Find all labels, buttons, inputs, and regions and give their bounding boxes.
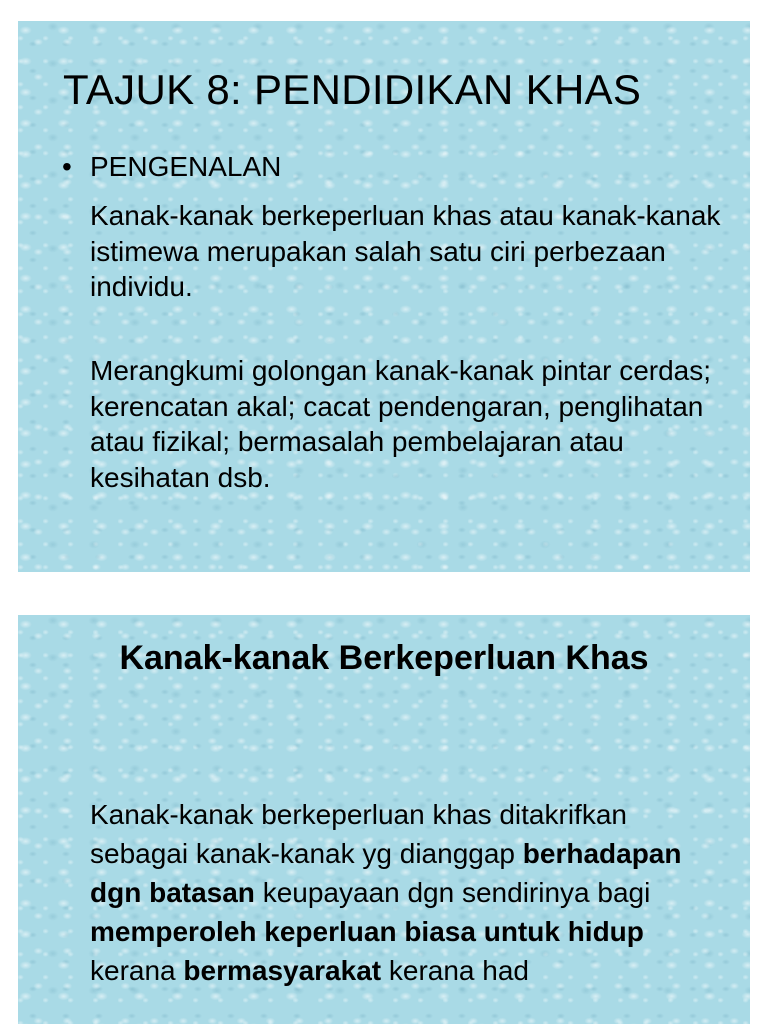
scope-paragraph: Merangkumi golongan kanak-kanak pintar cerdas; kerencatan akal; cacat pendengaran, penglihatan atau fizikal; bermasalah pembelajaran atau kesihatan dsb. xyxy=(90,355,712,493)
intro-paragraph: Kanak-kanak berkeperluan khas atau kanak-kanak istimewa merupakan salah satu ciri perbezaan individu. xyxy=(90,200,721,302)
slide-definition xyxy=(18,615,750,1024)
definition-text: keupayaan dgn sendirinya bagi xyxy=(254,877,651,908)
bullet-item xyxy=(62,151,281,183)
definition-emphasis: memperoleh keperluan biasa untuk hidup xyxy=(90,916,644,947)
slide-title: TAJUK 8: PENDIDIKAN KHAS xyxy=(63,66,642,113)
definition-paragraph xyxy=(90,795,730,990)
slide-title: Kanak-kanak Berkeperluan Khas xyxy=(119,639,649,677)
definition-emphasis: berhadapan dgn batasan xyxy=(90,838,682,908)
bullet-icon: • xyxy=(62,151,72,182)
definition-text: kerana xyxy=(90,955,184,986)
definition-text: Kanak-kanak berkeperluan khas ditakrifkan sebagai kanak-kanak yg dianggap xyxy=(90,799,627,869)
slide-pengenalan xyxy=(18,21,750,572)
definition-emphasis: bermasyarakat xyxy=(183,955,382,986)
definition-text: kerana had xyxy=(381,955,529,986)
bullet-label: PENGENALAN xyxy=(90,151,282,182)
